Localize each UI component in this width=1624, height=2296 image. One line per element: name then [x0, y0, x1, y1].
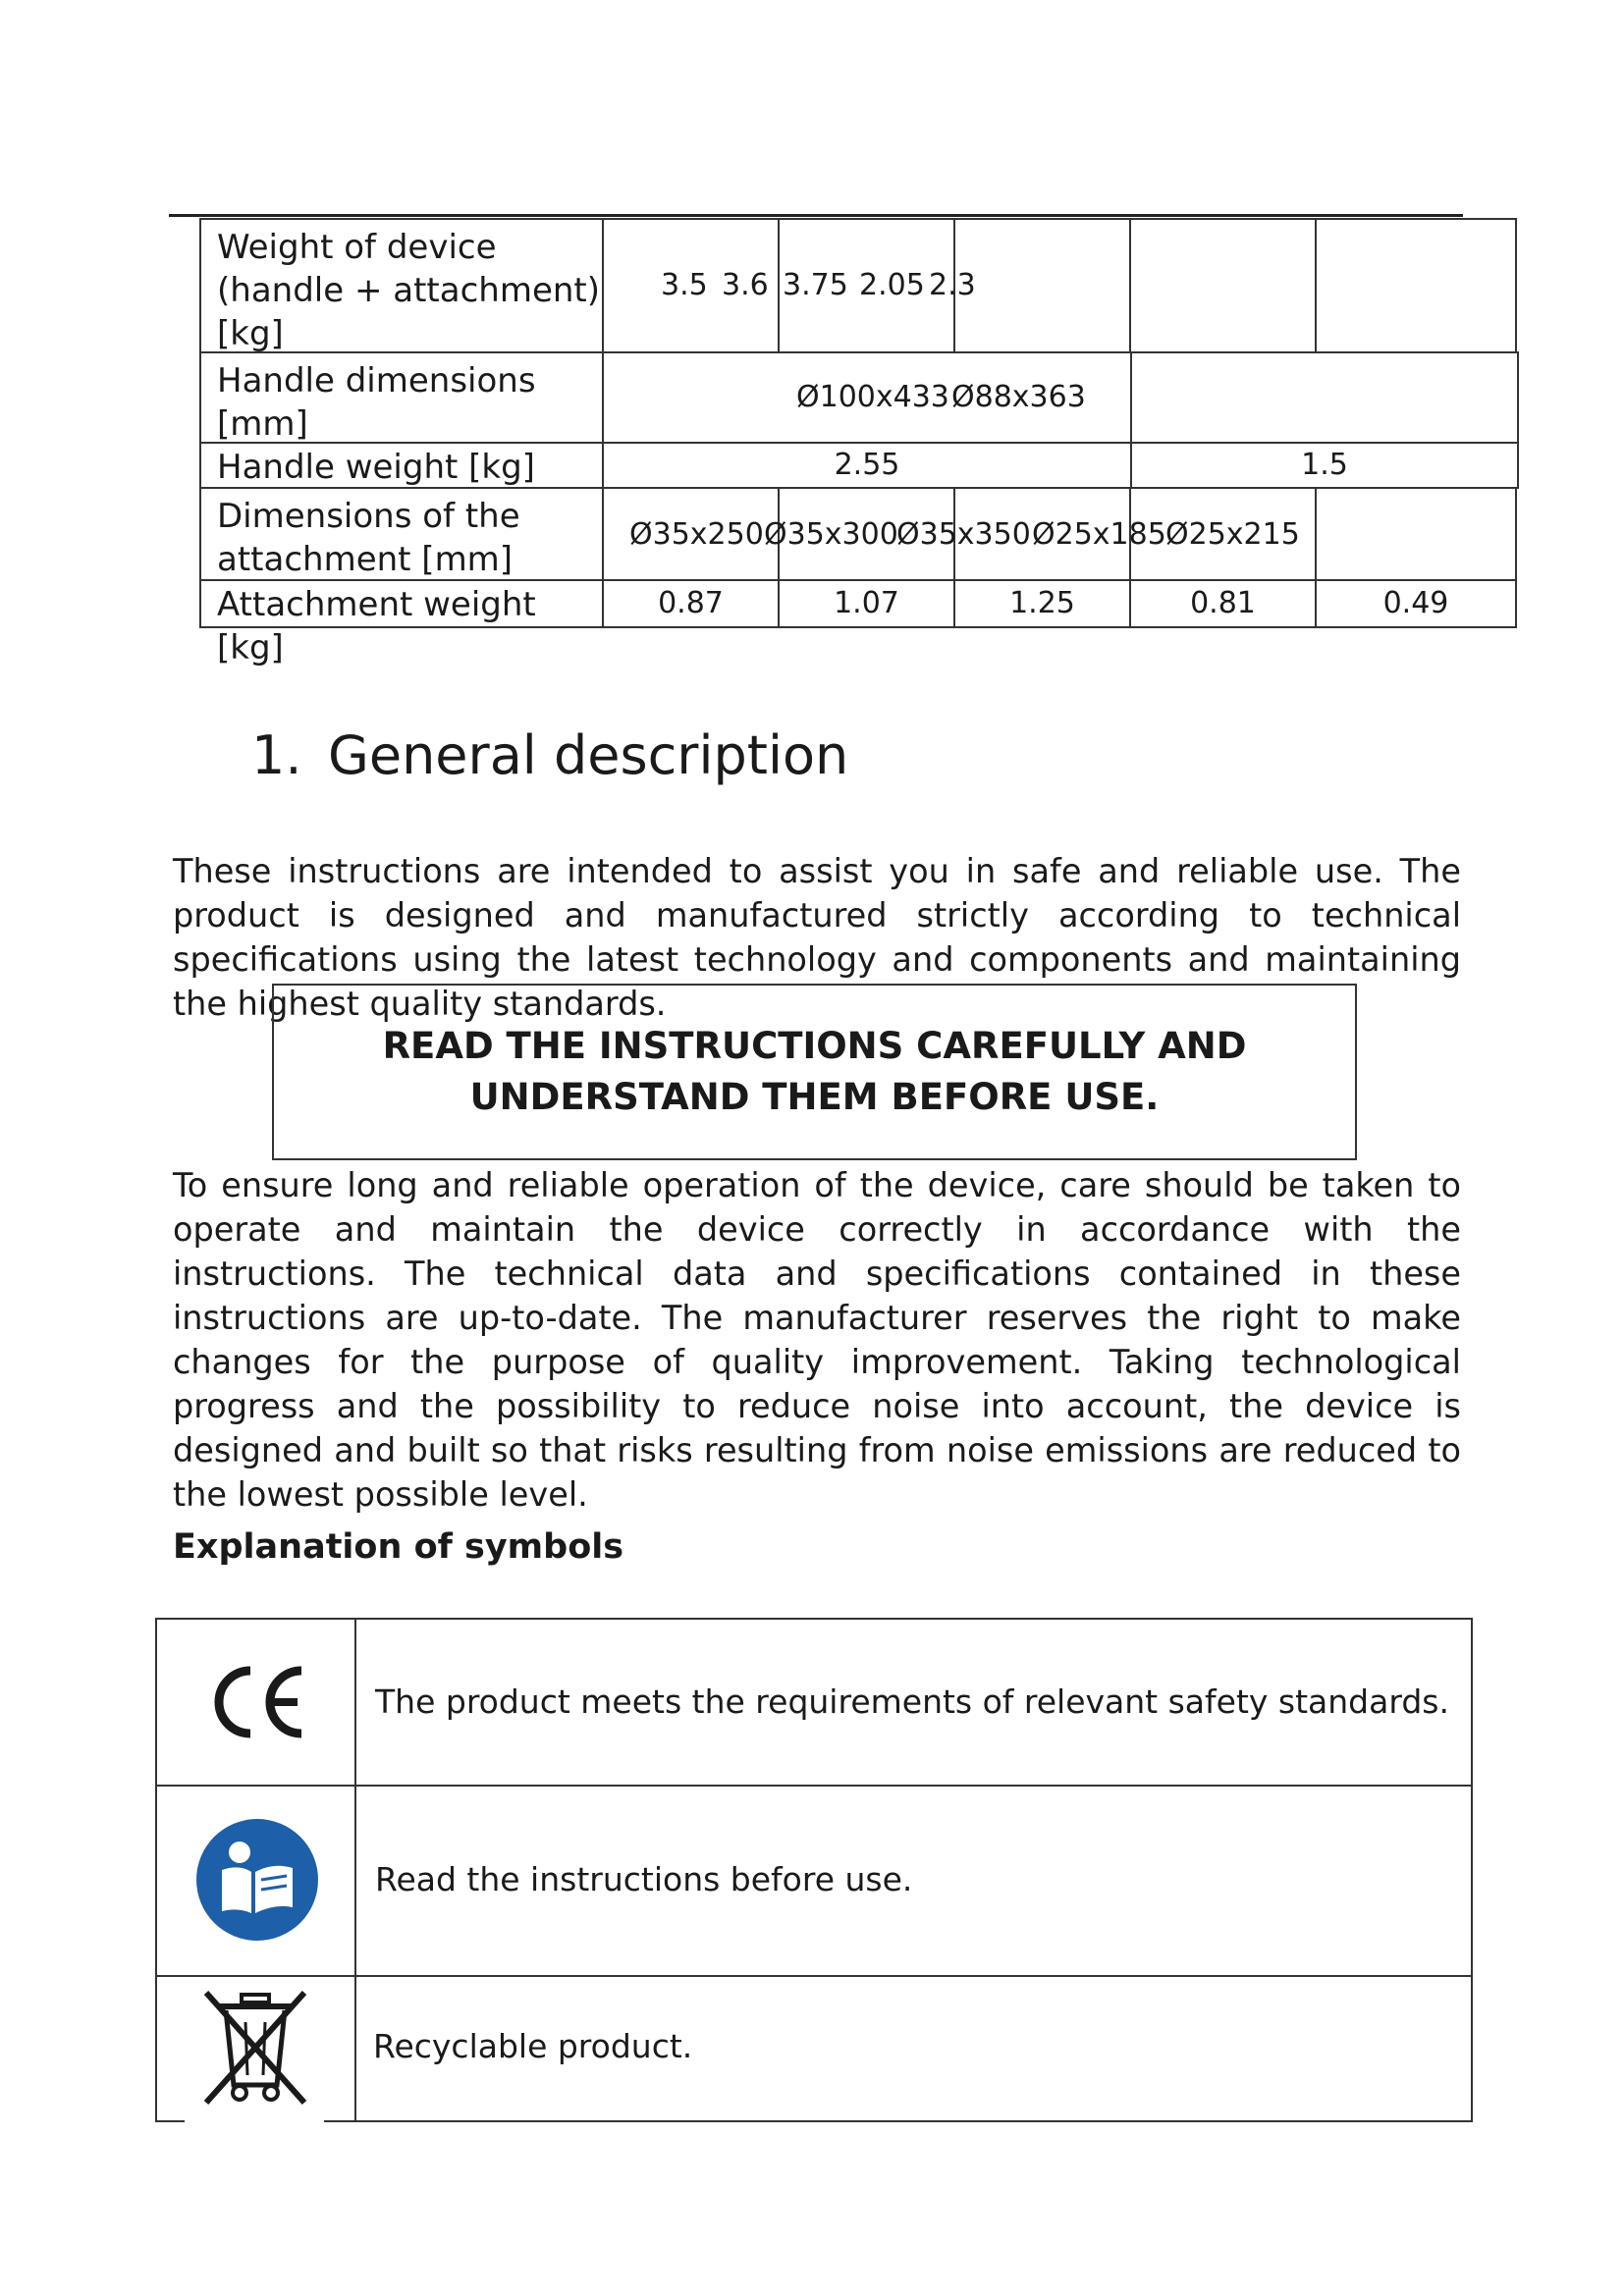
- spec-value: 1.5: [1130, 442, 1519, 489]
- spec-value: Ø35x250: [629, 517, 764, 552]
- spec-value: 2.55: [602, 442, 1132, 489]
- symbol-text: Read the instructions before use.: [375, 1860, 913, 1898]
- spec-cell: [1315, 218, 1517, 353]
- spec-value: 2.3: [929, 268, 976, 302]
- symbols-table: [155, 1618, 1473, 2122]
- crossed-bin-icon: [155, 1975, 354, 2118]
- spec-value: Ø88x363: [951, 380, 1086, 414]
- symbol-row: [155, 1618, 1473, 1787]
- spec-value: 2.05: [859, 268, 925, 302]
- spec-value: Ø100x433: [796, 380, 949, 414]
- spec-label-handle-weight: Handle weight [kg]: [199, 442, 604, 489]
- symbol-text: Recyclable product.: [373, 2027, 693, 2065]
- spec-value: 1.07: [778, 579, 955, 628]
- symbols-bottom-edge-left: [155, 2120, 185, 2122]
- spec-value: Ø35x300: [764, 517, 898, 552]
- spec-cell: [1315, 487, 1517, 581]
- spec-label-device-weight: Weight of device (handle + attachment) [kg]: [199, 218, 604, 353]
- top-rule: [169, 214, 1463, 217]
- spec-table: [199, 218, 1517, 667]
- spec-value: 1.25: [953, 579, 1131, 628]
- spec-value: Ø35x350: [896, 517, 1031, 552]
- spec-value: Ø25x215: [1165, 517, 1300, 552]
- spec-cell: [953, 218, 1131, 353]
- intro-paragraph: These instructions are intended to assist you in safe and reliable use. The product is designed and manufactured strictly according to technical specifications using the latest technology and components and maintaining the highest quality standards.: [173, 852, 1461, 1023]
- section-title: General description: [328, 724, 849, 786]
- ce-mark-icon: [157, 1620, 356, 1785]
- spec-cell: [1130, 351, 1519, 444]
- spec-value: 0.87: [602, 579, 780, 628]
- symbols-bottom-edge: [324, 2120, 1473, 2122]
- symbols-divider: [354, 1618, 356, 2122]
- read-manual-icon: [157, 1785, 356, 1975]
- spec-label-attachment-weight: Attachment weight [kg]: [199, 579, 604, 628]
- symbols-left-edge: [155, 1975, 157, 2122]
- spec-label-attachment-dimensions: Dimensions of the attachment [mm]: [199, 487, 604, 581]
- warning-line-1: READ THE INSTRUCTIONS CAREFULLY AND: [382, 1025, 1247, 1067]
- spec-value: 0.49: [1315, 579, 1517, 628]
- section-number: 1.: [251, 724, 302, 786]
- symbol-row: [155, 1785, 1473, 1977]
- spec-value: 3.75: [783, 268, 848, 302]
- section-heading: [251, 721, 848, 790]
- symbol-row: [155, 1975, 1473, 2122]
- spec-cell: [1129, 218, 1317, 353]
- warning-box: [272, 984, 1357, 1160]
- spec-value: Ø25x185: [1032, 517, 1166, 552]
- warning-line-2: UNDERSTAND THEM BEFORE USE.: [469, 1076, 1160, 1118]
- spec-label-handle-dimensions: Handle dimensions [mm]: [199, 351, 604, 444]
- spec-value: 3.5: [661, 268, 708, 302]
- body-paragraph: To ensure long and reliable operation of the device, care should be taken to operate and maintain the device correctly in accordance with the instructions. The technical data and specifications contained in these instructions are up-to-date. The manufacturer reserves the right to make changes for the purpose of quality improvement. Taking technological progress and the possibility to reduce noise into account, the device is designed and built so that risks resulting from noise emissions are reduced to the lowest possible level.: [173, 1166, 1461, 1514]
- spec-value: 3.6: [722, 268, 769, 302]
- symbols-title: Explanation of symbols: [173, 1527, 624, 1567]
- spec-value: 0.81: [1129, 579, 1317, 628]
- symbol-text: The product meets the requirements of relevant safety standards.: [375, 1682, 1449, 1721]
